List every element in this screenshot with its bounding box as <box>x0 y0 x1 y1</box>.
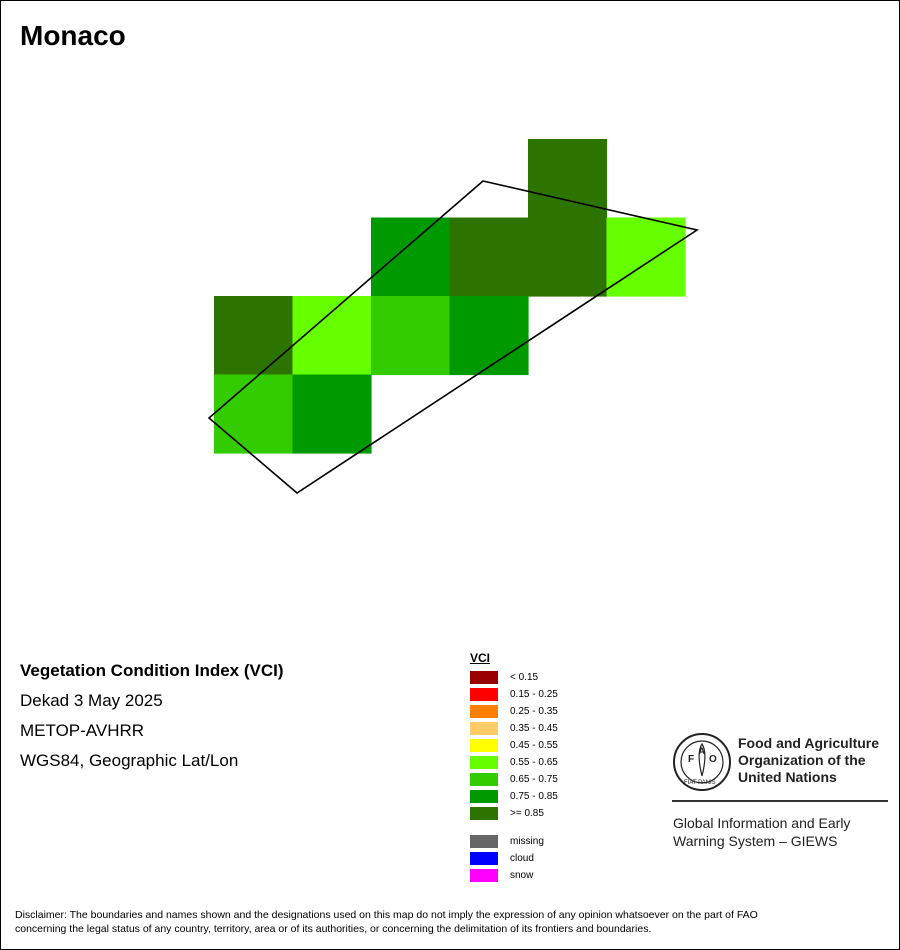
sensor-label: METOP-AVHRR <box>20 721 145 740</box>
fao-name-line3: United Nations <box>738 769 837 785</box>
emblem-letter-f: F <box>688 754 695 765</box>
period-label: Dekad 3 May 2025 <box>20 691 163 710</box>
emblem-letter-o: O <box>709 754 717 765</box>
legend-swatch <box>470 852 498 865</box>
vci-cell <box>371 218 450 297</box>
map-info <box>20 656 284 776</box>
vci-cell <box>214 296 293 375</box>
legend-label: missing <box>510 836 544 847</box>
disclaimer-line1: Disclaimer: The boundaries and names shown and the designations used on this map do not imply the expression of any opinion whatsoever on the part of FAO <box>15 909 758 921</box>
vci-cell <box>450 296 529 375</box>
fao-name-line2: Organization of the <box>738 752 866 768</box>
legend-label: 0.45 - 0.55 <box>510 740 558 751</box>
vci-cell <box>607 218 686 297</box>
legend-label: 0.55 - 0.65 <box>510 757 558 768</box>
disclaimer-line2: concerning the legal status of any country, territory, area or of its authorities, or concerning the delimitation of its frontiers and boundaries. <box>15 923 652 935</box>
legend-swatch <box>470 722 498 735</box>
legend-swatch <box>470 739 498 752</box>
legend-label: >= 0.85 <box>510 808 544 819</box>
legend-label: cloud <box>510 853 534 864</box>
giews-name <box>673 814 850 850</box>
vci-cell <box>528 218 607 297</box>
legend-swatch <box>470 671 498 684</box>
legend-label: 0.35 - 0.45 <box>510 723 558 734</box>
vci-cell <box>293 375 372 454</box>
giews-line1: Global Information and Early <box>673 815 851 831</box>
vci-cell <box>214 375 293 454</box>
legend-label: 0.25 - 0.35 <box>510 706 558 717</box>
giews-line2: Warning System – GIEWS <box>673 833 838 849</box>
legend-label: 0.65 - 0.75 <box>510 774 558 785</box>
vci-cell <box>371 296 450 375</box>
vci-legend <box>470 651 558 881</box>
legend-label: 0.75 - 0.85 <box>510 791 558 802</box>
projection-label: WGS84, Geographic Lat/Lon <box>20 751 239 770</box>
legend-label: < 0.15 <box>510 672 539 683</box>
legend-title: VCI <box>470 651 491 665</box>
disclaimer <box>15 908 885 936</box>
emblem-letter-a: A <box>698 746 705 756</box>
legend-label: 0.15 - 0.25 <box>510 689 558 700</box>
legend-swatch <box>470 705 498 718</box>
legend-swatch <box>470 756 498 769</box>
legend-swatch <box>470 807 498 820</box>
legend-swatch <box>470 688 498 701</box>
fao-emblem-icon <box>672 732 732 792</box>
legend-swatch <box>470 835 498 848</box>
legend-swatch <box>470 790 498 803</box>
fao-name-line1: Food and Agriculture <box>738 735 880 751</box>
legend-swatch <box>470 869 498 882</box>
legend-swatch <box>470 773 498 786</box>
legend-label: snow <box>510 870 534 881</box>
map-title: Monaco <box>20 20 126 51</box>
vci-cell <box>450 218 529 297</box>
emblem-motto: FIAT PANIS <box>684 780 716 786</box>
vci-raster <box>214 139 686 454</box>
index-name: Vegetation Condition Index (VCI) <box>20 661 284 680</box>
fao-name <box>738 735 879 786</box>
logo-divider <box>672 800 888 802</box>
